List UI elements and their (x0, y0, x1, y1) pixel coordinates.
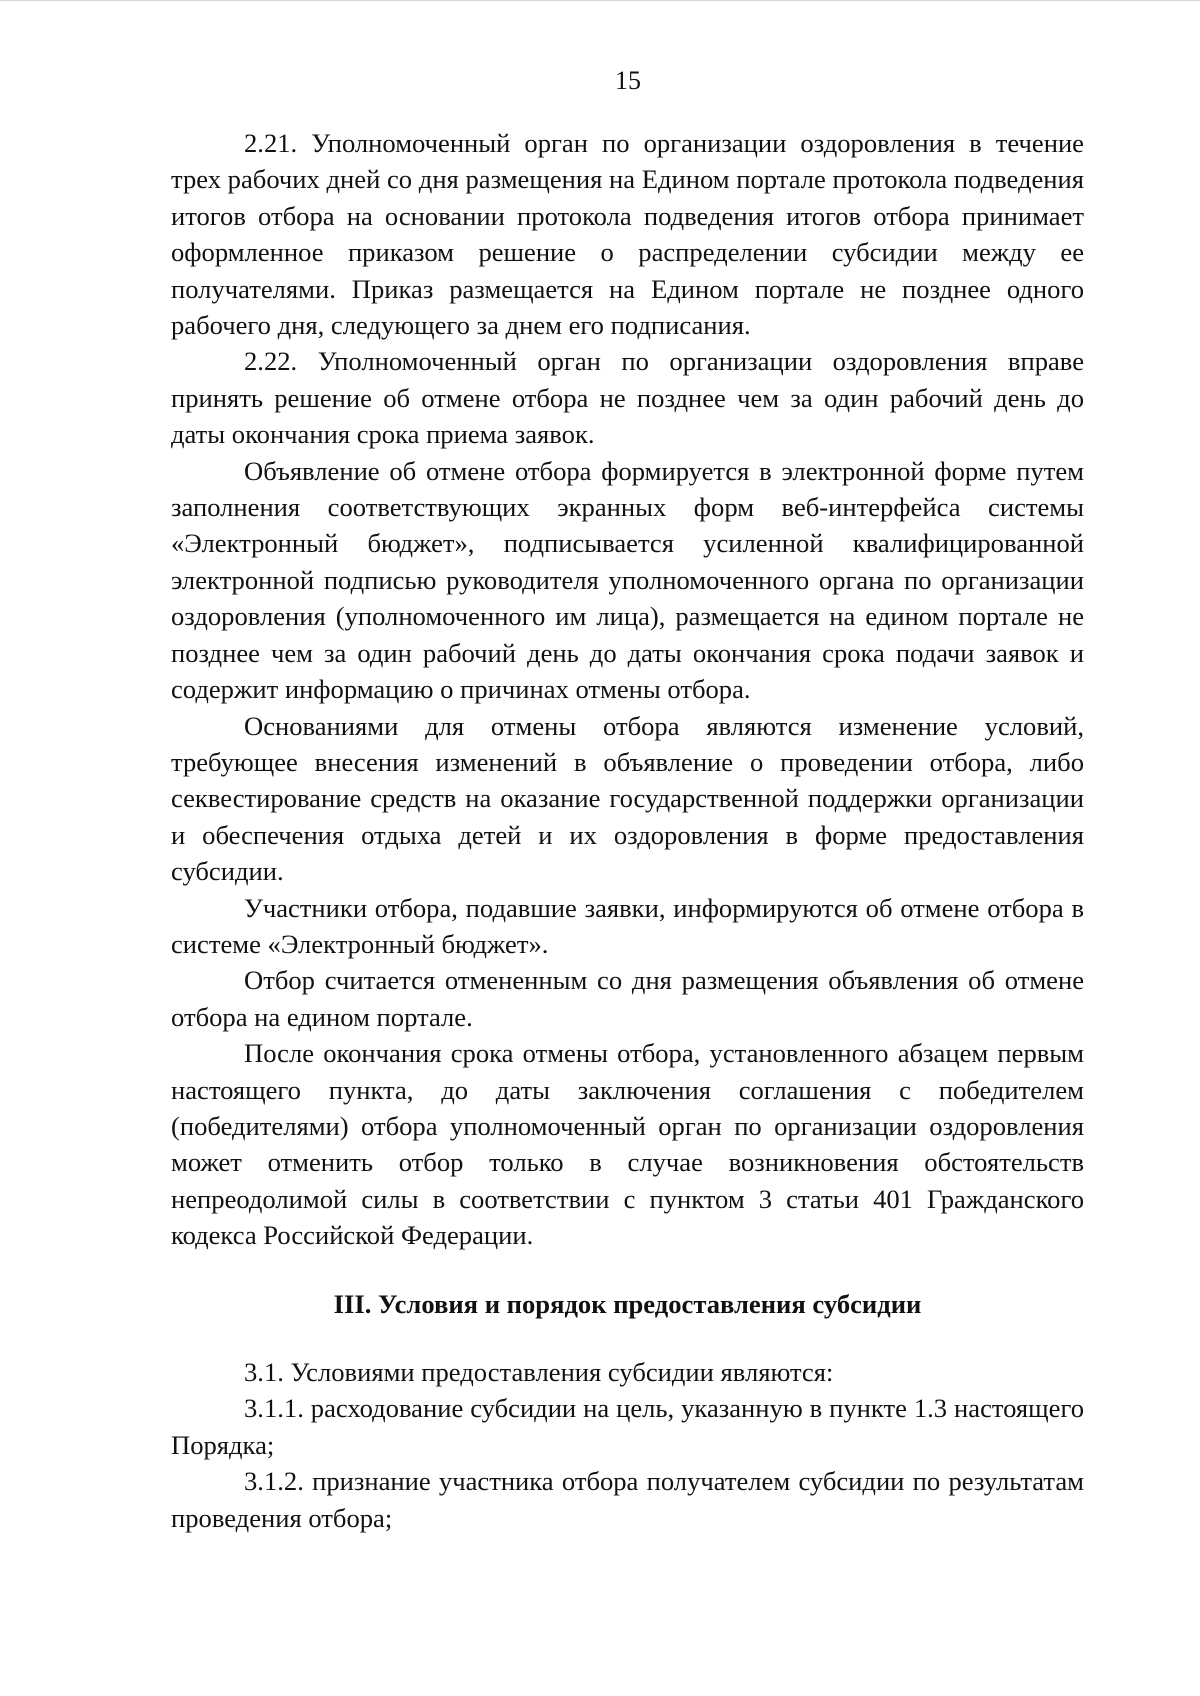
section-heading: III. Условия и порядок предоставления субсидии (333, 1288, 922, 1319)
paragraph-2-22: 2.22. Уполномоченный орган по организации оздоровления вправе принять решение об отмене отбора не позднее чем за один рабочий день до даты окончания срока приема заявок. (171, 346, 1084, 450)
paragraph-3-1-2: 3.1.2. признание участника отбора получателем субсидии по результатам проведения отбора; (171, 1466, 1084, 1533)
paragraph-3-1: 3.1. Условиями предоставления субсидии являются: (244, 1357, 834, 1387)
paragraph-cancel-effective: Отбор считается отмененным со дня размещения объявления об отмене отбора на едином портале. (171, 965, 1084, 1032)
paragraph-force-majeure: После окончания срока отмены отбора, установленного абзацем первым настоящего пункта, до даты заключения соглашения с победителем (победителями) отбора уполномоченный орган по организации оздоровления может отменить отбор только в случае возникновения обстоятельств непреодолимой силы в соответствии с пунктом 3 статьи 401 Гражданского кодекса Российской Федерации. (171, 1038, 1084, 1251)
paragraph-participants-informed: Участники отбора, подавшие заявки, информируются об отмене отбора в системе «Электронный бюджет». (171, 892, 1084, 959)
paragraph-cancel-announcement: Объявление об отмене отбора формируется в электронной форме путем заполнения соответствующих экранных форм веб-интерфейса системы «Электронный бюджет», подписывается усиленной квалифицированной электронной подписью руководителя уполномоченного органа по организации оздоровления (уполномоченного им лица), размещается на едином портале не позднее чем за один рабочий день до даты окончания срока подачи заявок и содержит информацию о причинах отмены отбора. (171, 455, 1084, 705)
document-body (171, 125, 1084, 1536)
page-number: 15 (615, 66, 641, 95)
paragraph-2-21: 2.21. Уполномоченный орган по организации оздоровления в течение трех рабочих дней со дня размещения на Едином портале протокола подведения итогов отбора на основании протокола подведения итогов отбора принимает оформленное приказом решение о распределении субсидии между ее получателями. Приказ размещается на Едином портале не позднее одного рабочего дня, следующего за днем его подписания. (171, 128, 1084, 341)
scan-edge (0, 0, 1200, 1)
paragraph-3-1-1: 3.1.1. расходование субсидии на цель, указанную в пункте 1.3 настоящего Порядка; (171, 1393, 1084, 1460)
paragraph-cancel-grounds: Основаниями для отмены отбора являются изменение условий, требующее внесения изменений в объявление о проведении отбора, либо секвестирование средств на оказание государственной поддержки организации и обеспечения отдыха детей и их оздоровления в форме предоставления субсидии. (171, 710, 1084, 887)
